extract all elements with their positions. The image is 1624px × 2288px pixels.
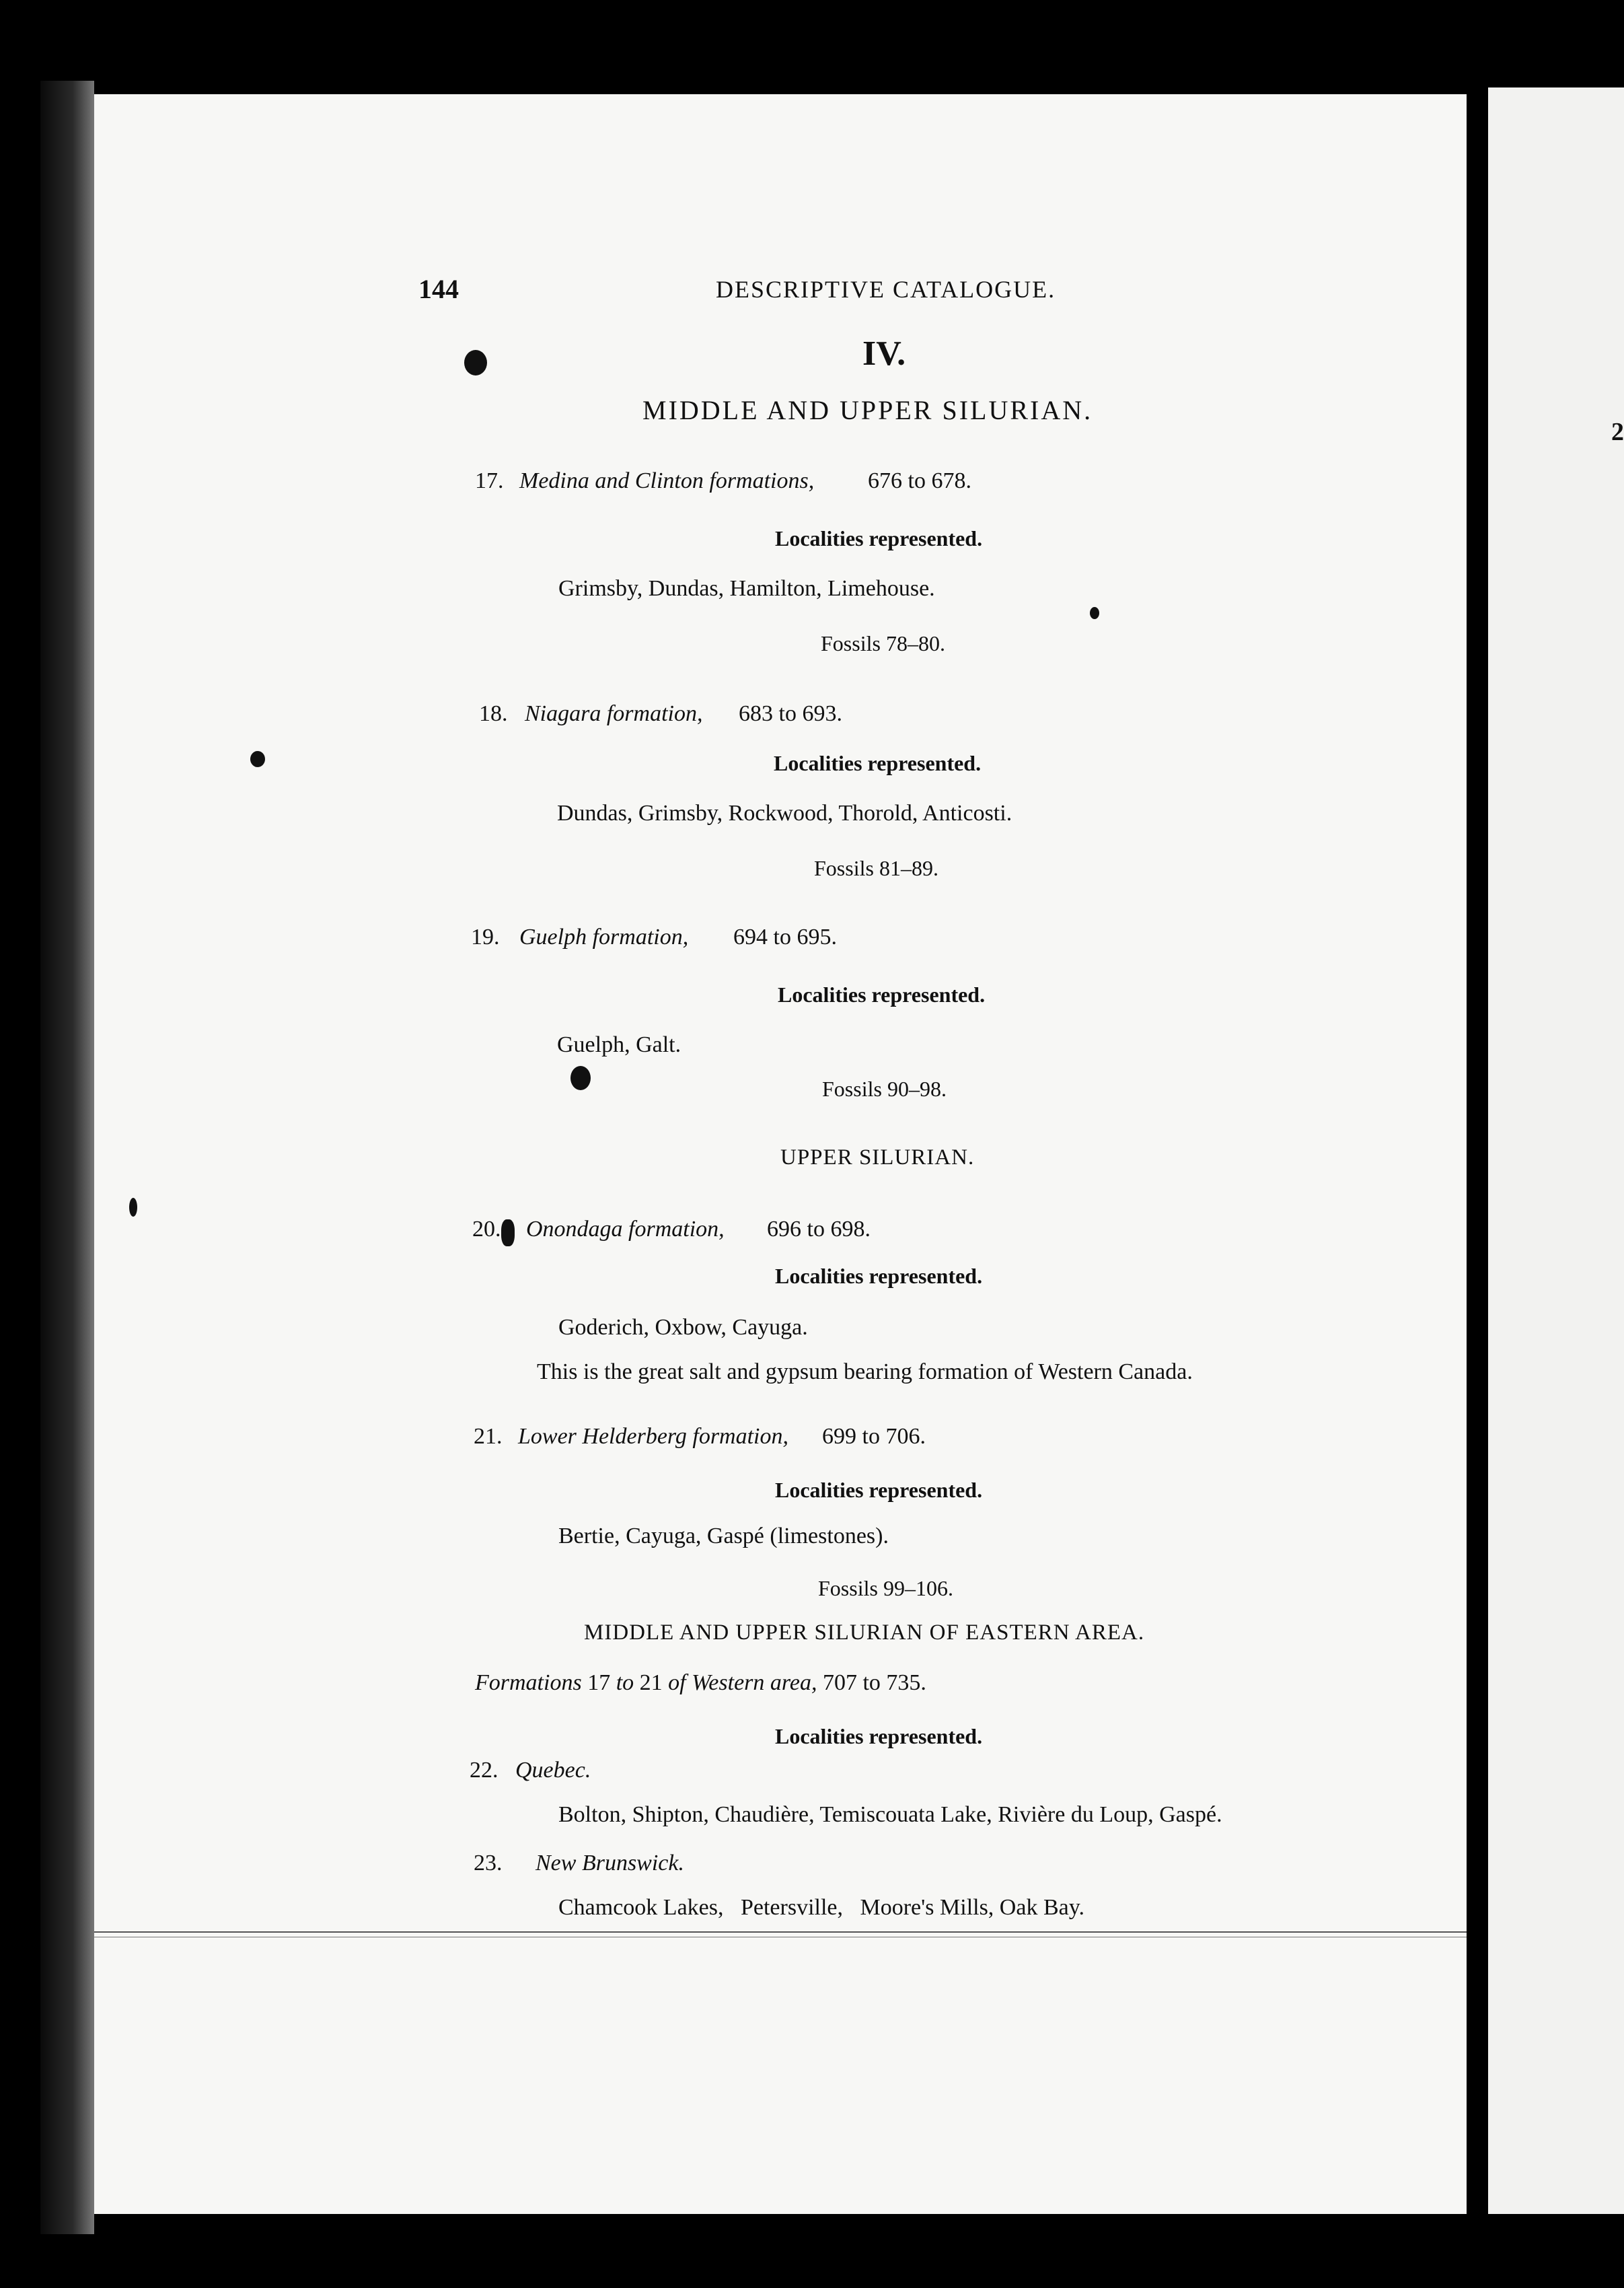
roman-numeral-heading: IV. [862, 334, 906, 373]
region-name: New Brunswick. [536, 1851, 684, 1875]
localities-label: Localities represented. [775, 1724, 983, 1748]
page-fold-line [94, 1931, 1467, 1937]
facing-page-fragment: 2 [1611, 418, 1624, 446]
eastern-formation-to: 21 [639, 1670, 663, 1695]
section-title: MIDDLE AND UPPER SILURIAN. [642, 395, 1093, 425]
fossils-range: Fossils 99–106. [818, 1576, 953, 1600]
ink-speck [501, 1219, 515, 1246]
localities-list: Dundas, Grimsby, Rockwood, Thorold, Anticosti. [557, 801, 1012, 826]
eastern-western-area: Western area, [692, 1670, 817, 1695]
eastern-to-word: to [616, 1670, 634, 1695]
entry-number: 17. [475, 468, 504, 493]
entry-number: 20. [472, 1217, 501, 1242]
localities-list: Grimsby, Dundas, Hamilton, Limehouse. [558, 576, 935, 601]
entry-number: 21. [474, 1424, 503, 1449]
fossils-range: Fossils 78–80. [821, 631, 945, 655]
localities-label: Localities represented. [778, 982, 986, 1007]
localities-list: Chamcook Lakes, Petersville, Moore's Mills, Oak Bay. [558, 1895, 1085, 1920]
entry-number: 19. [471, 925, 500, 950]
ink-speck [464, 350, 487, 376]
book-spine-shadow [40, 81, 94, 2234]
specimen-range: 694 to 695. [733, 925, 837, 950]
page-number: 144 [418, 274, 459, 304]
fossils-range: Fossils 90–98. [822, 1077, 947, 1101]
entry-number: 18. [479, 701, 508, 726]
localities-list: Goderich, Oxbow, Cayuga. [558, 1315, 808, 1340]
eastern-formations-word: Formations [475, 1670, 582, 1695]
formation-name: Guelph formation, [519, 925, 689, 950]
formation-name: Lower Helderberg formation, [518, 1424, 789, 1449]
entry-number: 23. [474, 1851, 503, 1875]
ink-speck [129, 1198, 137, 1217]
eastern-formation-from: 17 [587, 1670, 611, 1695]
localities-list: Bertie, Cayuga, Gaspé (limestones). [558, 1524, 889, 1548]
entry-number: 22. [470, 1758, 499, 1783]
eastern-area-title: MIDDLE AND UPPER SILURIAN OF EASTERN AREA. [584, 1620, 1145, 1645]
specimen-range: 676 to 678. [868, 468, 971, 493]
ink-speck [570, 1066, 591, 1090]
localities-list: Bolton, Shipton, Chaudière, Temiscouata Lake, Rivière du Loup, Gaspé. [558, 1802, 1222, 1827]
specimen-range: 683 to 693. [739, 701, 842, 726]
specimen-range: 699 to 706. [822, 1424, 926, 1449]
localities-label: Localities represented. [775, 526, 983, 550]
formation-name: Niagara formation, [525, 701, 703, 726]
running-header: DESCRIPTIVE CATALOGUE. [716, 276, 1056, 303]
localities-label: Localities represented. [775, 1478, 983, 1502]
subsection-title: UPPER SILURIAN. [780, 1145, 975, 1170]
formation-note: This is the great salt and gypsum bearing formation of Western Canada. [537, 1359, 1193, 1384]
localities-label: Localities represented. [775, 1264, 983, 1288]
scan-border-bottom [94, 2214, 1624, 2288]
ink-speck [250, 751, 265, 767]
eastern-of-word: of [668, 1670, 686, 1695]
eastern-specimen-range: 707 to 735. [822, 1670, 926, 1695]
region-name: Quebec. [515, 1758, 591, 1783]
facing-page-edge [1488, 87, 1624, 2221]
formation-name: Onondaga formation, [526, 1217, 725, 1242]
fossils-range: Fossils 81–89. [814, 856, 938, 880]
formation-name: Medina and Clinton formations, [519, 468, 815, 493]
specimen-range: 696 to 698. [767, 1217, 871, 1242]
localities-list: Guelph, Galt. [557, 1032, 681, 1057]
ink-speck [1090, 607, 1099, 619]
eastern-formations-line [475, 1672, 926, 1694]
localities-label: Localities represented. [774, 751, 982, 775]
